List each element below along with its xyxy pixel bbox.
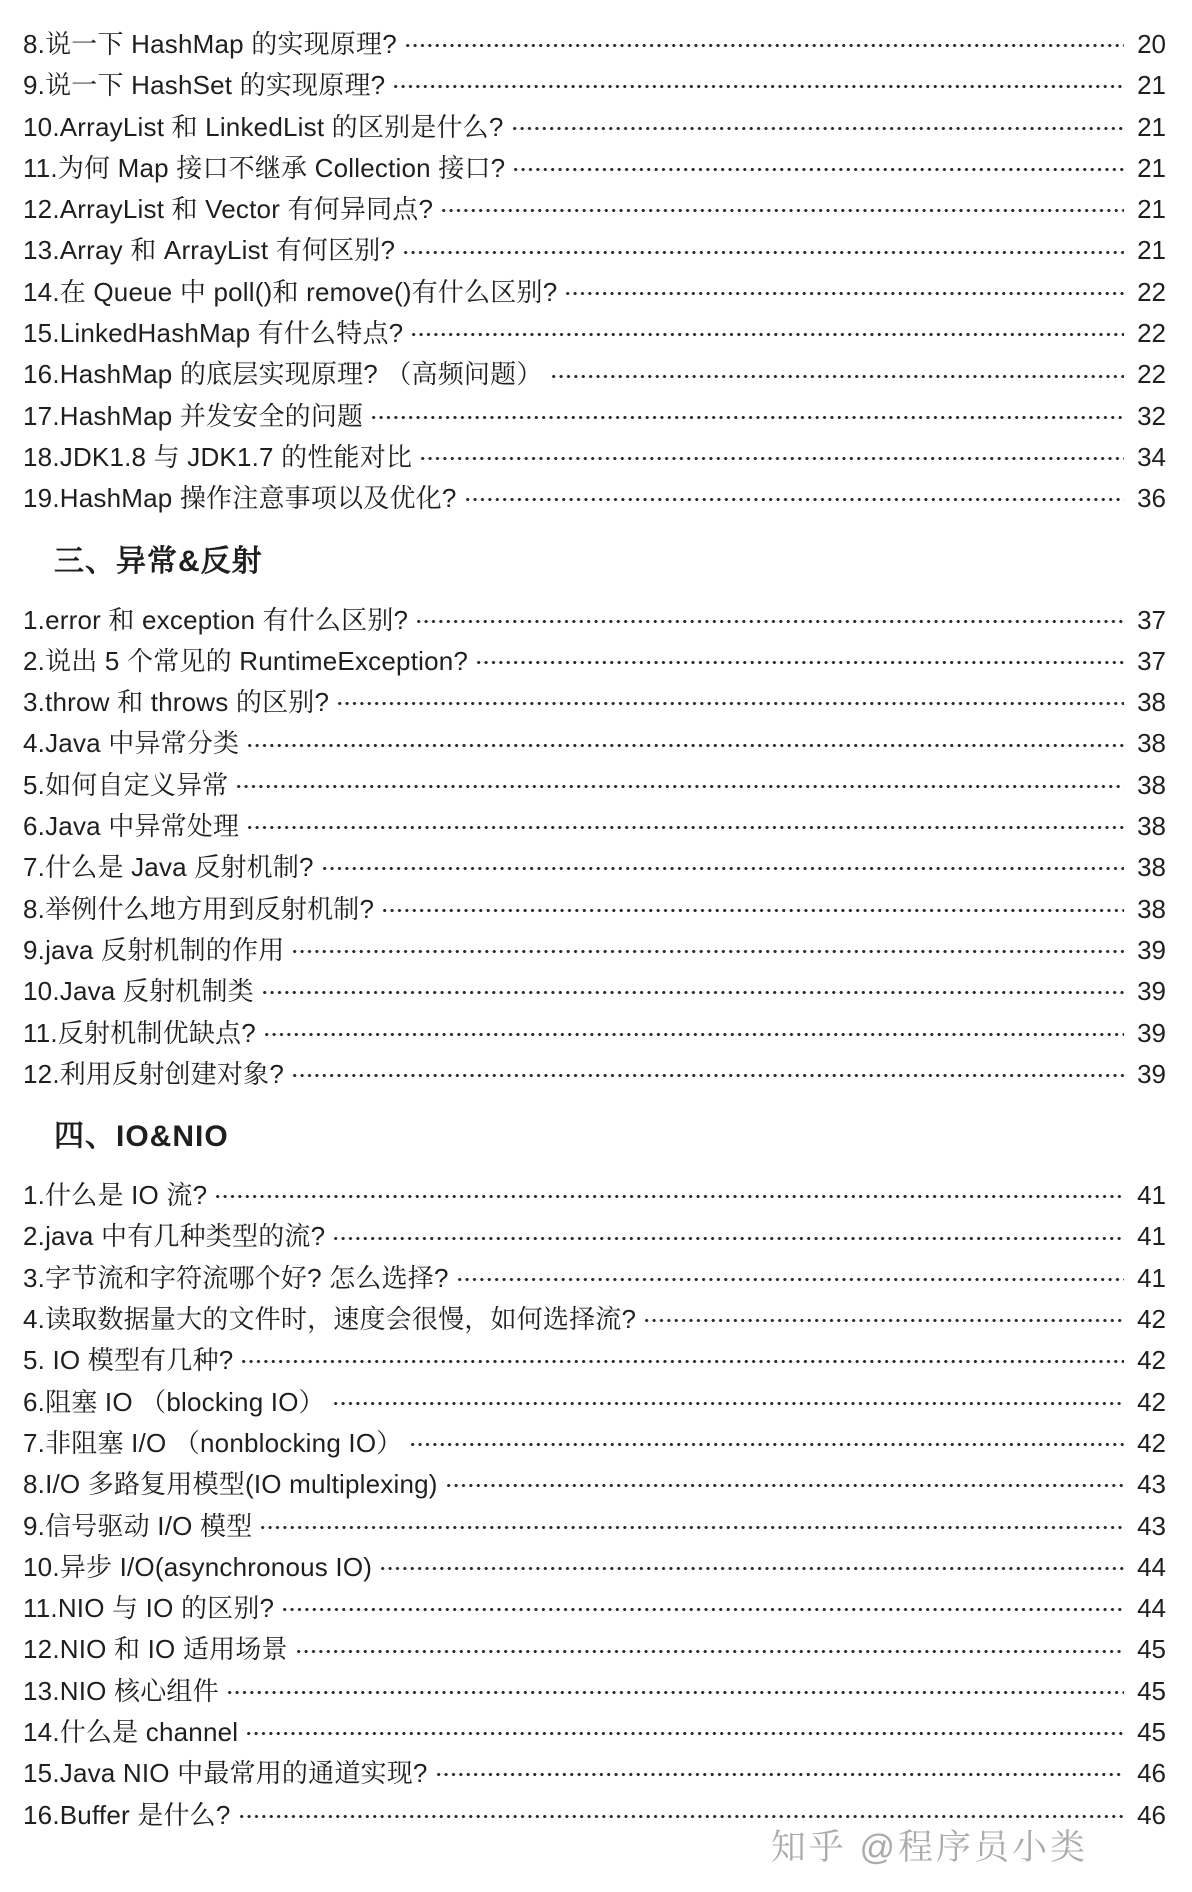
toc-entry[interactable] xyxy=(23,847,1166,888)
toc-entry[interactable] xyxy=(23,1258,1166,1299)
toc-entry[interactable] xyxy=(23,1216,1166,1257)
toc-entry[interactable] xyxy=(23,1423,1166,1464)
toc-entry-label: 18.JDK1.8 与 JDK1.7 的性能对比 xyxy=(23,441,413,472)
toc-entry-label: 6.阻塞 IO （blocking IO） xyxy=(23,1386,325,1417)
toc-entry-label: 1.什么是 IO 流? xyxy=(23,1180,208,1211)
toc-entry[interactable] xyxy=(23,313,1166,354)
toc-entry[interactable] xyxy=(23,641,1166,682)
toc-entry[interactable] xyxy=(23,396,1166,437)
dotted-leader xyxy=(379,1566,1124,1571)
toc-entry-page: 22 xyxy=(1137,359,1166,390)
toc-entry[interactable] xyxy=(23,107,1166,148)
toc-entry-page: 21 xyxy=(1137,70,1166,101)
dotted-leader xyxy=(415,619,1124,624)
toc-entry-page: 42 xyxy=(1137,1427,1166,1458)
toc-entry-label: 4.读取数据量大的文件时，速度会很慢，如何选择流? xyxy=(23,1304,637,1335)
dotted-leader xyxy=(240,1359,1124,1364)
toc-entry-label: 11.为何 Map 接口不继承 Collection 接口? xyxy=(23,152,506,183)
toc-entry-label: 9.说一下 HashSet 的实现原理? xyxy=(23,70,386,101)
toc-entry-label: 5. IO 模型有几种? xyxy=(23,1345,234,1376)
toc-entry-label: 2.说出 5 个常见的 RuntimeException? xyxy=(23,645,469,676)
dotted-leader xyxy=(464,497,1124,502)
dotted-leader xyxy=(291,949,1124,954)
toc-entry-label: 5.如何自定义异常 xyxy=(23,769,229,800)
dotted-leader xyxy=(440,208,1124,213)
dotted-leader xyxy=(564,291,1124,296)
toc-entry-label: 7.什么是 Java 反射机制? xyxy=(23,852,314,883)
toc-entry-page: 38 xyxy=(1137,728,1166,759)
toc-entry-page: 21 xyxy=(1137,152,1166,183)
dotted-leader xyxy=(261,990,1124,995)
dotted-leader xyxy=(235,784,1124,789)
toc-entry-label: 11.NIO 与 IO 的区别? xyxy=(23,1593,275,1624)
dotted-leader xyxy=(332,1236,1124,1241)
toc-entry-label: 10.ArrayList 和 LinkedList 的区别是什么? xyxy=(23,111,504,142)
toc-entry-page: 38 xyxy=(1137,811,1166,842)
toc-entry[interactable] xyxy=(23,1588,1166,1629)
toc-entry[interactable] xyxy=(23,478,1166,519)
toc-entry-page: 41 xyxy=(1137,1221,1166,1252)
toc-entry-label: 13.Array 和 ArrayList 有何区别? xyxy=(23,235,396,266)
toc-entry[interactable] xyxy=(23,24,1166,65)
dotted-leader xyxy=(419,456,1124,461)
toc-entry-label: 8.I/O 多路复用模型(IO multiplexing) xyxy=(23,1469,438,1500)
toc-entry-label: 9.java 反射机制的作用 xyxy=(23,934,285,965)
toc-entry[interactable] xyxy=(23,1299,1166,1340)
toc-entry-label: 10.Java 反射机制类 xyxy=(23,976,254,1007)
toc-entry[interactable] xyxy=(23,971,1166,1012)
section-heading: 三、异常&反射 xyxy=(54,544,263,578)
toc-entry-page: 41 xyxy=(1137,1262,1166,1293)
toc-entry-label: 14.什么是 channel xyxy=(23,1716,239,1747)
toc-entry[interactable] xyxy=(23,600,1166,641)
toc-entry[interactable] xyxy=(23,1671,1166,1712)
toc-entry[interactable] xyxy=(23,230,1166,271)
dotted-leader xyxy=(245,1731,1124,1736)
dotted-leader xyxy=(381,908,1124,913)
toc-entry[interactable] xyxy=(23,65,1166,106)
dotted-leader xyxy=(226,1690,1124,1695)
dotted-leader xyxy=(246,743,1124,748)
toc-entry[interactable] xyxy=(23,354,1166,395)
toc-entry[interactable] xyxy=(23,1712,1166,1753)
toc-entry-page: 36 xyxy=(1137,483,1166,514)
toc-entry-page: 39 xyxy=(1137,934,1166,965)
toc-entry[interactable] xyxy=(23,1464,1166,1505)
toc-entry[interactable] xyxy=(23,1753,1166,1794)
dotted-leader xyxy=(409,1442,1124,1447)
toc-entry[interactable] xyxy=(23,1795,1166,1836)
toc-entry-page: 21 xyxy=(1137,111,1166,142)
dotted-leader xyxy=(456,1277,1124,1282)
toc-entry-page: 20 xyxy=(1137,29,1166,59)
dotted-leader xyxy=(511,126,1124,131)
toc-entry-page: 43 xyxy=(1137,1510,1166,1541)
toc-entry-page: 46 xyxy=(1137,1758,1166,1789)
toc-entry-label: 16.Buffer 是什么? xyxy=(23,1799,231,1830)
dotted-leader xyxy=(404,43,1124,48)
toc-entry-label: 1.error 和 exception 有什么区别? xyxy=(23,604,409,635)
toc-entry-label: 7.非阻塞 I/O （nonblocking IO） xyxy=(23,1427,403,1458)
toc-entry-label: 17.HashMap 并发安全的问题 xyxy=(23,400,364,431)
toc-entry[interactable] xyxy=(23,682,1166,723)
toc-entry-label: 14.在 Queue 中 poll()和 remove()有什么区别? xyxy=(23,276,558,307)
toc-entry-page: 45 xyxy=(1137,1634,1166,1665)
toc-entry-page: 22 xyxy=(1137,276,1166,307)
toc-entry-label: 4.Java 中异常分类 xyxy=(23,728,240,759)
dotted-leader xyxy=(281,1607,1124,1612)
dotted-leader xyxy=(410,332,1124,337)
toc-entry[interactable] xyxy=(23,1054,1166,1095)
dotted-leader xyxy=(332,1401,1124,1406)
toc-entry-page: 39 xyxy=(1137,1017,1166,1048)
toc-entry[interactable] xyxy=(23,765,1166,806)
toc-entry-page: 39 xyxy=(1137,1058,1166,1089)
toc-entry-page: 38 xyxy=(1137,687,1166,718)
toc-entry-page: 22 xyxy=(1137,318,1166,349)
toc-entry-label: 8.举例什么地方用到反射机制? xyxy=(23,893,375,924)
toc-entry-label: 2.java 中有几种类型的流? xyxy=(23,1221,326,1252)
dotted-leader xyxy=(512,167,1124,172)
toc-entry-page: 44 xyxy=(1137,1551,1166,1582)
toc-entry-page: 46 xyxy=(1137,1799,1166,1830)
toc-entry-page: 42 xyxy=(1137,1386,1166,1417)
toc-entry[interactable] xyxy=(23,1175,1166,1216)
toc-entry-label: 15.Java NIO 中最常用的通道实现? xyxy=(23,1758,428,1789)
toc-entry-label: 12.ArrayList 和 Vector 有何异同点? xyxy=(23,194,434,225)
dotted-leader xyxy=(643,1318,1124,1323)
toc-entry-page: 37 xyxy=(1137,645,1166,676)
toc-entry-page: 45 xyxy=(1137,1675,1166,1706)
dotted-leader xyxy=(259,1525,1124,1530)
dotted-leader xyxy=(392,84,1124,89)
dotted-leader xyxy=(370,415,1124,420)
toc-entry[interactable] xyxy=(23,148,1166,189)
dotted-leader xyxy=(295,1649,1124,1654)
toc-entry[interactable] xyxy=(23,1506,1166,1547)
toc-entry[interactable] xyxy=(23,889,1166,930)
toc-entry[interactable] xyxy=(23,1547,1166,1588)
toc-entry[interactable] xyxy=(23,723,1166,764)
toc-entry[interactable] xyxy=(23,1013,1166,1054)
toc-entry[interactable] xyxy=(23,189,1166,230)
dotted-leader xyxy=(475,660,1124,665)
toc-entry-label: 6.Java 中异常处理 xyxy=(23,811,240,842)
toc-entry-page: 42 xyxy=(1137,1345,1166,1376)
toc-entry-label: 9.信号驱动 I/O 模型 xyxy=(23,1510,253,1541)
toc-entry-page: 38 xyxy=(1137,769,1166,800)
dotted-leader xyxy=(550,374,1124,379)
toc-entry-label: 12.利用反射创建对象? xyxy=(23,1058,285,1089)
toc-entry-page: 41 xyxy=(1137,1180,1166,1211)
dotted-leader xyxy=(291,1073,1124,1078)
dotted-leader xyxy=(246,825,1124,830)
toc-entry[interactable] xyxy=(23,437,1166,478)
toc-entry-page: 34 xyxy=(1137,441,1166,472)
toc-entry-label: 19.HashMap 操作注意事项以及优化? xyxy=(23,483,457,514)
toc-entry[interactable] xyxy=(23,1629,1166,1670)
dotted-leader xyxy=(336,701,1124,706)
toc-entry-page: 38 xyxy=(1137,893,1166,924)
toc-entry-page: 39 xyxy=(1137,976,1166,1007)
toc-entry-page: 37 xyxy=(1137,604,1166,635)
toc-entry-page: 43 xyxy=(1137,1469,1166,1500)
toc-entry-label: 3.throw 和 throws 的区别? xyxy=(23,687,330,718)
toc-entry-page: 21 xyxy=(1137,235,1166,266)
dotted-leader xyxy=(321,866,1124,871)
toc-entry-label: 11.反射机制优缺点? xyxy=(23,1017,256,1048)
toc-entry-page: 42 xyxy=(1137,1304,1166,1335)
dotted-leader xyxy=(402,250,1124,255)
dotted-leader xyxy=(214,1194,1124,1199)
dotted-leader xyxy=(238,1814,1124,1819)
toc-entry-label: 8.说一下 HashMap 的实现原理? xyxy=(23,29,397,59)
toc-entry-label: 13.NIO 核心组件 xyxy=(23,1675,219,1706)
toc-entry[interactable] xyxy=(23,1340,1166,1381)
dotted-leader xyxy=(263,1032,1124,1037)
toc-entry-page: 32 xyxy=(1137,400,1166,431)
zhihu-watermark: 知乎 @程序员小类 xyxy=(770,1828,1088,1867)
toc-entry-page: 38 xyxy=(1137,852,1166,883)
toc-entry-label: 15.LinkedHashMap 有什么特点? xyxy=(23,318,404,349)
toc-entry-page: 44 xyxy=(1137,1593,1166,1624)
toc-entry-label: 3.字节流和字符流哪个好? 怎么选择? xyxy=(23,1262,449,1293)
dotted-leader xyxy=(435,1772,1124,1777)
table-of-contents xyxy=(23,24,1166,1836)
toc-entry[interactable] xyxy=(23,930,1166,971)
toc-entry[interactable] xyxy=(23,1382,1166,1423)
toc-entry[interactable] xyxy=(23,272,1166,313)
toc-entry-page: 45 xyxy=(1137,1716,1166,1747)
toc-entry-label: 10.异步 I/O(asynchronous IO) xyxy=(23,1551,373,1582)
dotted-leader xyxy=(445,1483,1124,1488)
toc-entry-label: 16.HashMap 的底层实现原理? （高频问题） xyxy=(23,359,543,390)
toc-entry-page: 21 xyxy=(1137,194,1166,225)
toc-entry[interactable] xyxy=(23,806,1166,847)
section-heading: 四、IO&NIO xyxy=(54,1120,229,1154)
toc-entry-label: 12.NIO 和 IO 适用场景 xyxy=(23,1634,288,1665)
